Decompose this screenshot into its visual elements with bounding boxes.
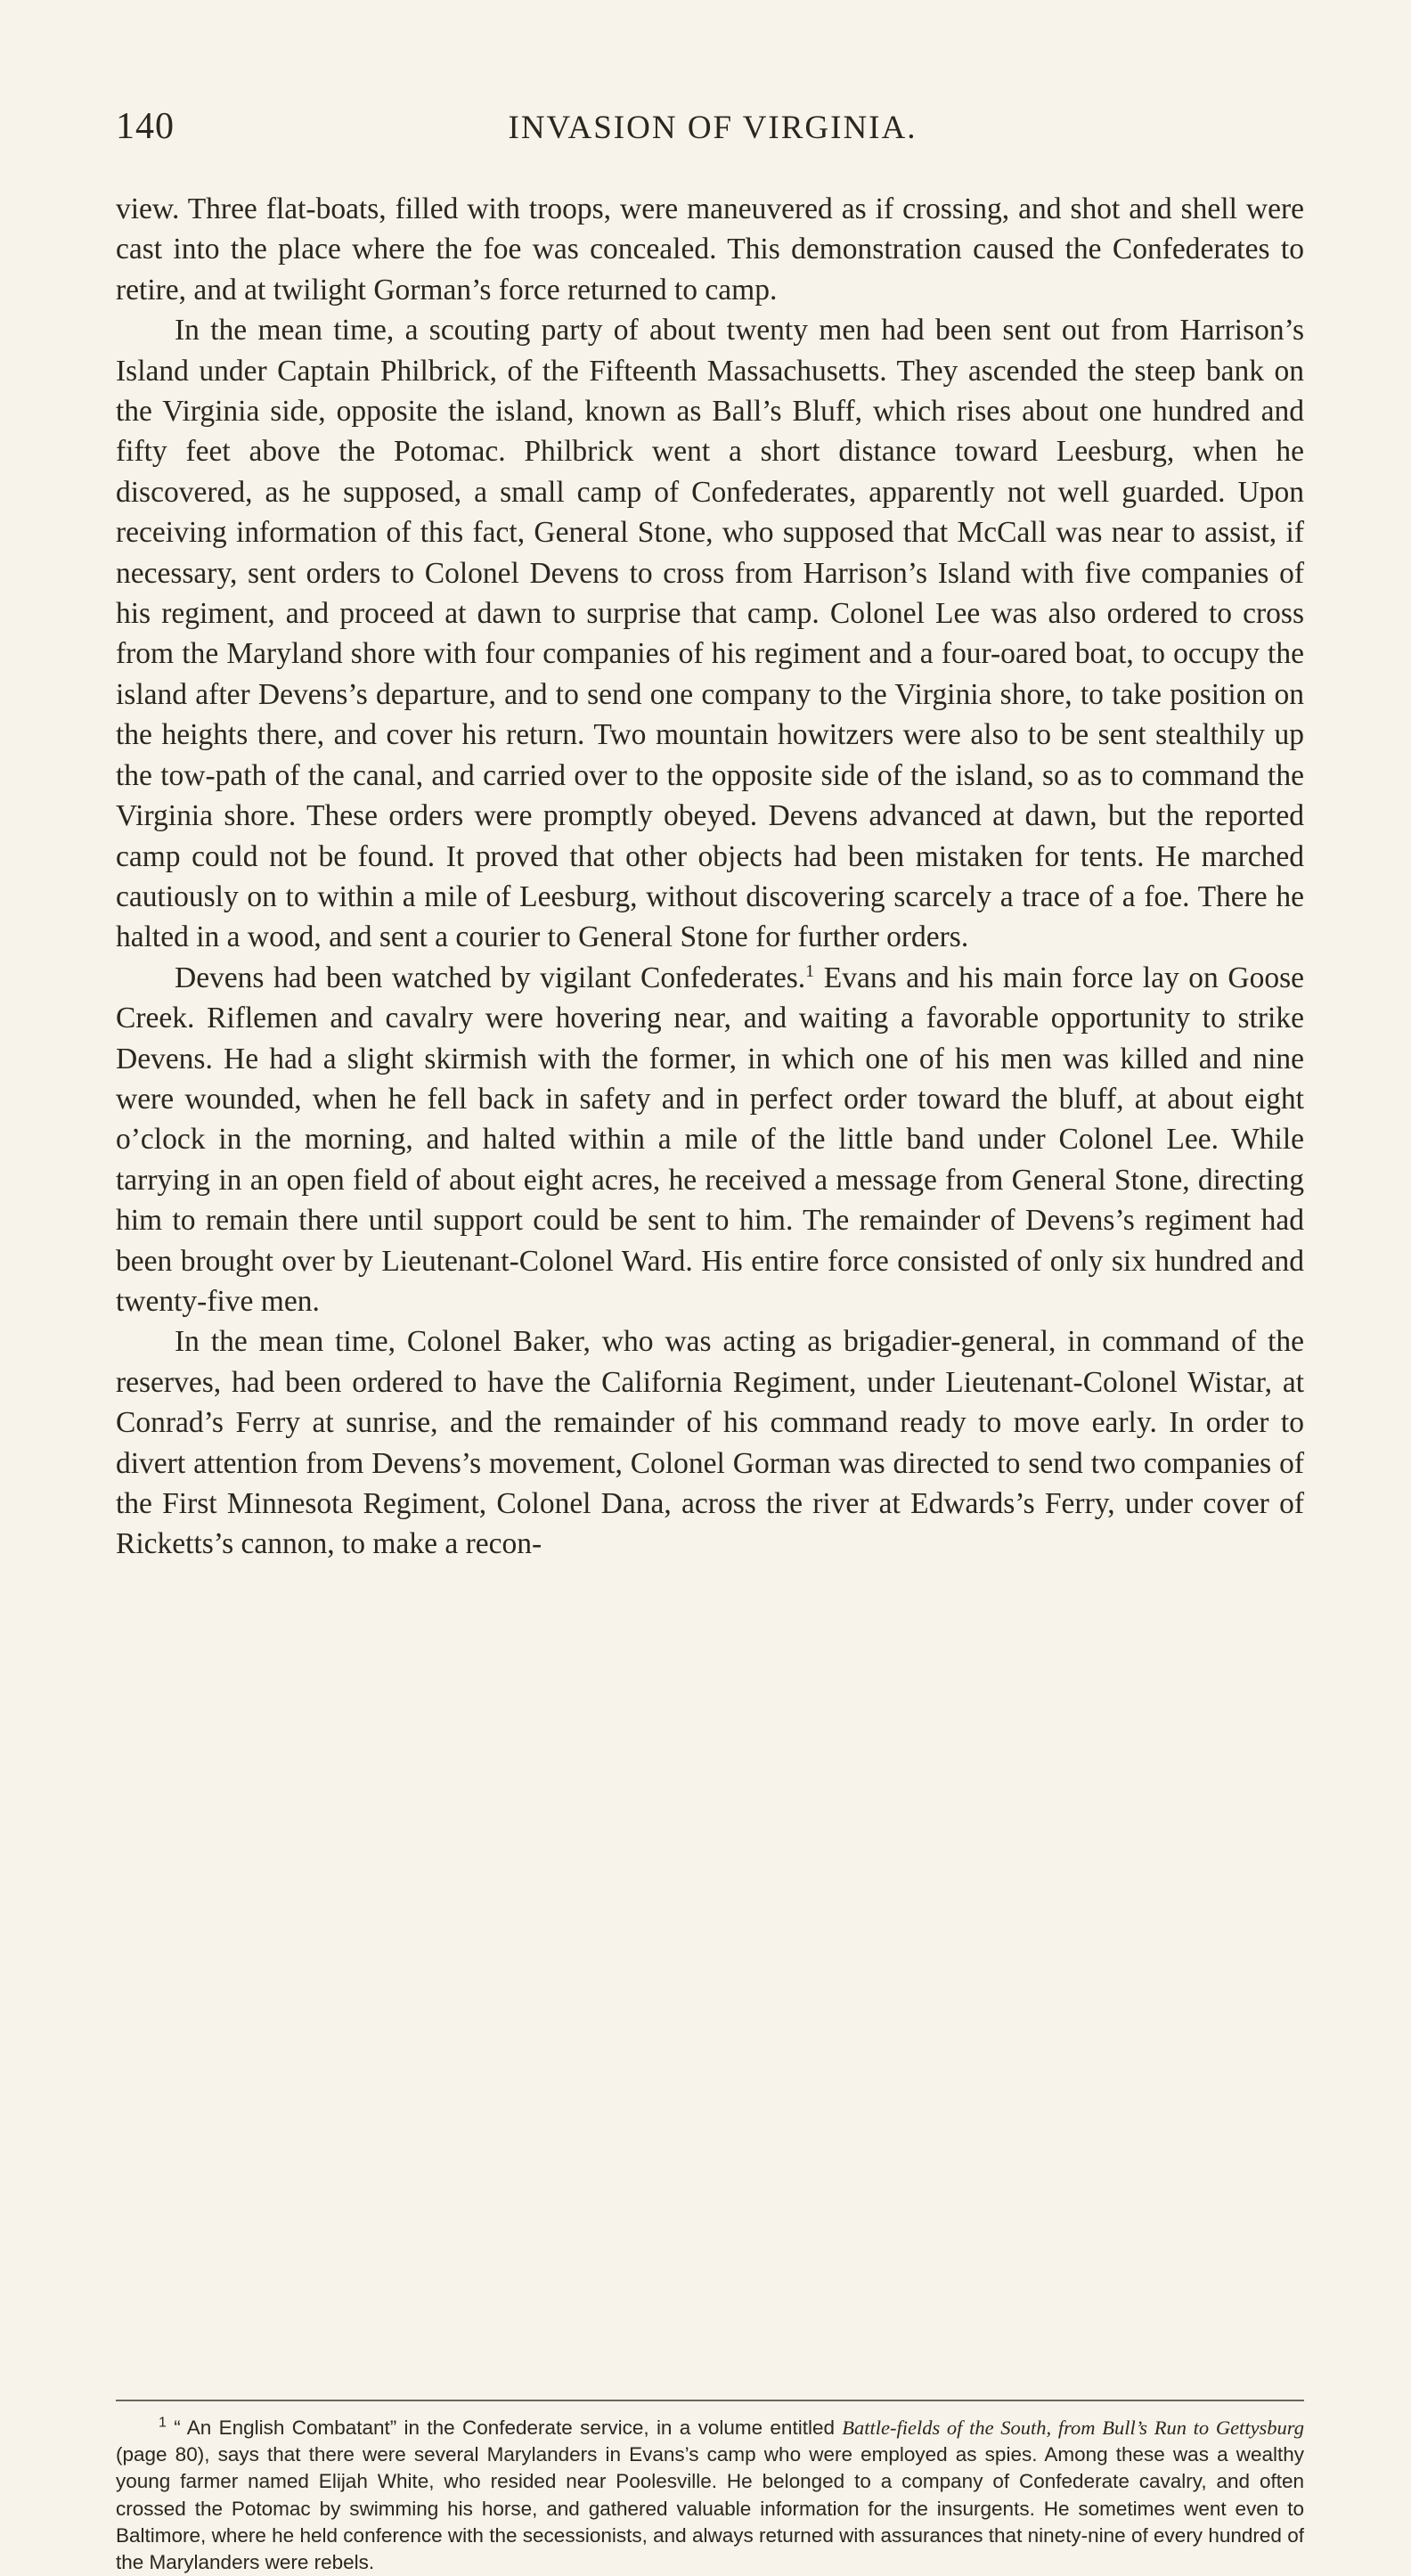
footnote-text-start: “ An English Combatant” in the Confederate service, in a volume entitled (166, 2417, 843, 2439)
footnote-text-rest: (page 80), says that there were several Marylanders in Evans’s camp who were employed as spies. Among these was a wealthy young farmer named Elijah White, who resided near Poolesville. He belonged to a company of Confederate cavalry, and often crossed the Potomac by swimming his horse, and gathered valuable information for the insurgents. He sometimes went even to Baltimore, where he held conference with the secessionists, and always returned with assurances that ninety-nine of every hundred of the Marylanders were rebels. (116, 2443, 1304, 2574)
running-head: INVASION OF VIRGINIA. (508, 110, 918, 146)
paragraph-4: In the mean time, Colonel Baker, who was acting as brigadier-general, in command of the reserves, had been ordered to have the California Regiment, under Lieutenant-Colonel Wistar, at Conrad’s Ferry at sunrise, and the remainder of his command ready to move early. In order to divert attention from Devens’s movement, Colonel Gorman was directed to send two companies of the First Minnesota Regiment, Colonel Dana, across the river at Edwards’s Ferry, under cover of Ricketts’s cannon, to make a recon- (116, 1325, 1304, 1561)
page-header (116, 105, 1309, 150)
footnote-reference: 1 (805, 961, 815, 981)
paragraph-3-rest: Evans and his main force lay on Goose Creek. Riflemen and cavalry were hovering near, and waiting a favorable opportunity to strike Devens. He had a slight skirmish with the former, in which one of his men was killed and nine were wounded, when he fell back in safety and in perfect order toward the bluff, at about eight o’clock in the morning, and halted within a mile of the little band under Colonel Lee. While tarrying in an open field of about eight acres, he received a message from General Stone, directing him to remain there until support could be sent to him. The remainder of Devens’s regiment had been brought over by Lieutenant-Colonel Ward. His entire force consisted of only six hundred and twenty-five men. (116, 961, 1304, 1318)
footnote-divider (116, 2400, 1304, 2401)
footnote-marker: 1 (159, 2415, 167, 2431)
paragraph-3 (116, 958, 1304, 1322)
body-text (116, 189, 1304, 1565)
footnote-1 (116, 2415, 1304, 2576)
paragraph-1: view. Three flat-boats, filled with troops, were maneuvered as if crossing, and shot and shell were cast into the place where the foe was concealed. This demonstration caused the Confederates to retire, and at twilight Gorman’s force returned to camp. (116, 192, 1304, 307)
footnotes (116, 2415, 1304, 2576)
paragraph-3-start: Devens had been watched by vigilant Confederates. (175, 961, 806, 994)
footnote-book-title: Battle-fields of the South, from Bull’s Run to Gettysburg (842, 2417, 1304, 2439)
paragraph-2: In the mean time, a scouting party of about twenty men had been sent out from Harrison’s Island under Captain Philbrick, of the Fifteenth Massachusetts. They ascended the steep bank on the Virginia side, opposite the island, known as Ball’s Bluff, which rises about one hundred and fifty feet above the Potomac. Philbrick went a short distance toward Leesburg, when he discovered, as he supposed, a small camp of Confederates, apparently not well guarded. Upon receiving information of this fact, General Stone, who supposed that McCall was near to assist, if necessary, sent orders to Colonel Devens to cross from Harrison’s Island with five companies of his regiment, and proceed at dawn to surprise that camp. Colonel Lee was also ordered to cross from the Maryland shore with four companies of his regiment and a four-oared boat, to occupy the island after Devens’s departure, and to send one company to the Virginia shore, to take position on the heights there, and cover his return. Two mountain howitzers were also to be sent stealthily up the tow-path of the canal, and carried over to the opposite side of the island, so as to command the Virginia shore. These orders were promptly obeyed. Devens advanced at dawn, but the reported camp could not be found. It proved that other objects had been mistaken for tents. He marched cautiously on to within a mile of Leesburg, without discovering scarcely a trace of a foe. There he halted in a wood, and sent a courier to General Stone for further orders. (116, 314, 1304, 954)
page-number: 140 (116, 106, 175, 147)
